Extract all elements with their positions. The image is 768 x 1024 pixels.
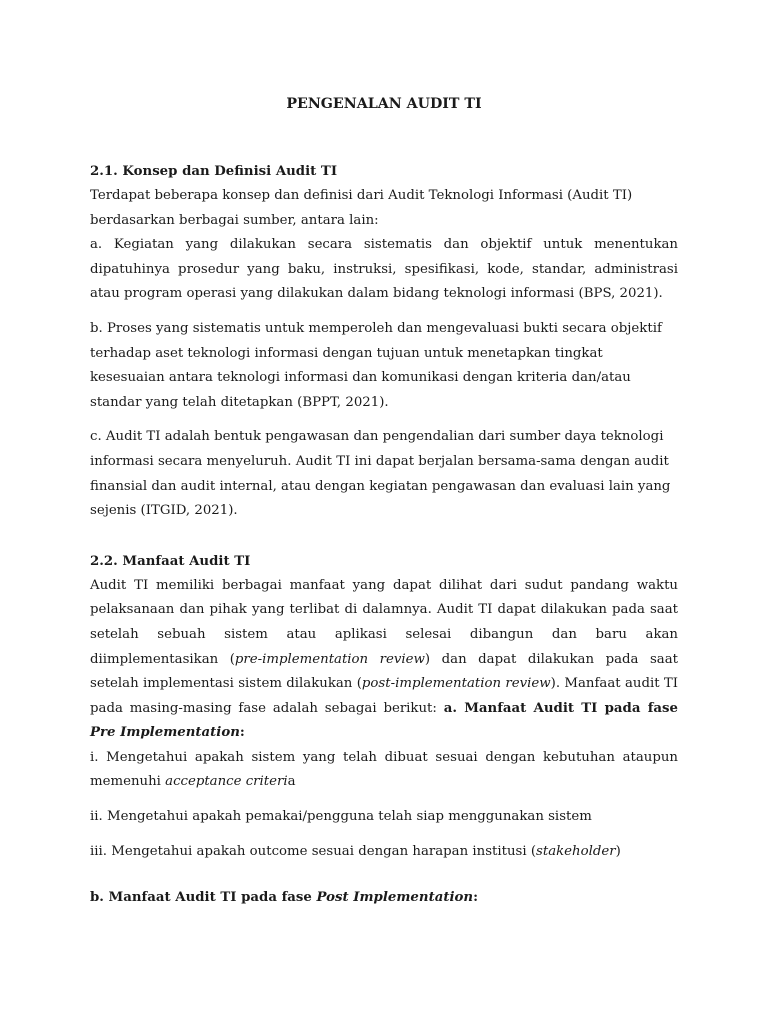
definition-c: c. Audit TI adalah bentuk pengawasan dan pengendalian dari sumber daya teknologi informasi secara menyeluruh. Audit TI ini dapat berjalan bersama-sama dengan audit finansial dan audit internal, atau dengan kegiatan pengawasan dan evaluasi lain yang sejenis (ITGID, 2021).: [90, 429, 671, 519]
text-run: iii. Mengetahui apakah outcome sesuai dengan harapan institusi (: [90, 843, 537, 859]
definition-b: b. Proses yang sistematis untuk memperoleh dan mengevaluasi bukti secara objektif terhadap aset teknologi informasi dengan tujuan untuk menetapkan tingkat kesesuaian antara teknologi informasi dan komunikasi dengan kriteria dan/atau standar yang telah ditetapkan (BPPT, 2021).: [90, 320, 662, 410]
text-run-italic: acceptance criteri: [165, 774, 288, 790]
text-run-bold-italic: Pre Implementation: [90, 725, 240, 741]
subheading-post-implementation: [90, 886, 678, 911]
text-run-bold: a. Manfaat Audit TI pada fase: [443, 700, 678, 716]
section-heading-manfaat: 2.2. Manfaat Audit TI: [90, 553, 251, 569]
item-ii: ii. Mengetahui apakah pemakai/pengguna telah siap menggunakan sistem: [90, 809, 592, 825]
section-heading-konsep: 2.1. Konsep dan Definisi Audit TI: [90, 164, 338, 179]
text-run: ) dan dapat dilakukan pada saat setelah implementasi sistem dilakukan (: [90, 651, 678, 692]
text-run: a: [287, 774, 296, 790]
text-run-bold: b. Manfaat Audit TI pada fase: [90, 890, 317, 906]
definition-a: a. Kegiatan yang dilakukan secara sistematis dan objektif untuk menentukan dipatuhinya prosedur yang baku, instruksi, spesifikasi, kode, standar, administrasi atau program operasi yang dilakukan dalam bidang teknologi informasi (BPS, 2021).: [90, 237, 678, 302]
text-run: i. Mengetahui apakah sistem yang telah dibuat sesuai dengan kebutuhan ataupun memenuhi: [90, 749, 678, 790]
text-run-italic: post-implementation review: [361, 676, 551, 692]
paragraph-manfaat: [90, 574, 678, 746]
text-run: ): [615, 843, 621, 859]
text-run: ). Manfaat audit TI pada masing-masing fase adalah sebagai berikut:: [90, 676, 679, 716]
item-i: [90, 746, 678, 795]
document-title: PENGENALAN AUDIT TI: [286, 96, 482, 112]
text-run-italic: pre-implementation review: [234, 651, 425, 667]
text-run: Audit TI memiliki berbagai manfaat yang dapat dilihat dari sudut pandang waktu pelaksanaan dan pihak yang terlibat di dalamnya. Audit TI dapat dilakukan pada saat setelah sebuah sistem atau aplikasi selesai dibangun dan baru akan diimplementasikan (: [90, 577, 678, 667]
text-run-bold: :: [239, 725, 245, 741]
paragraph-intro: Terdapat beberapa konsep dan definisi dari Audit Teknologi Informasi (Audit TI) berdasarkan berbagai sumber, antara lain:: [90, 188, 633, 228]
item-iii: [90, 840, 678, 865]
text-run-bold-italic: Post Implementation: [316, 890, 474, 906]
text-run-bold: :: [473, 890, 478, 906]
text-run-italic: stakeholder: [536, 843, 616, 859]
